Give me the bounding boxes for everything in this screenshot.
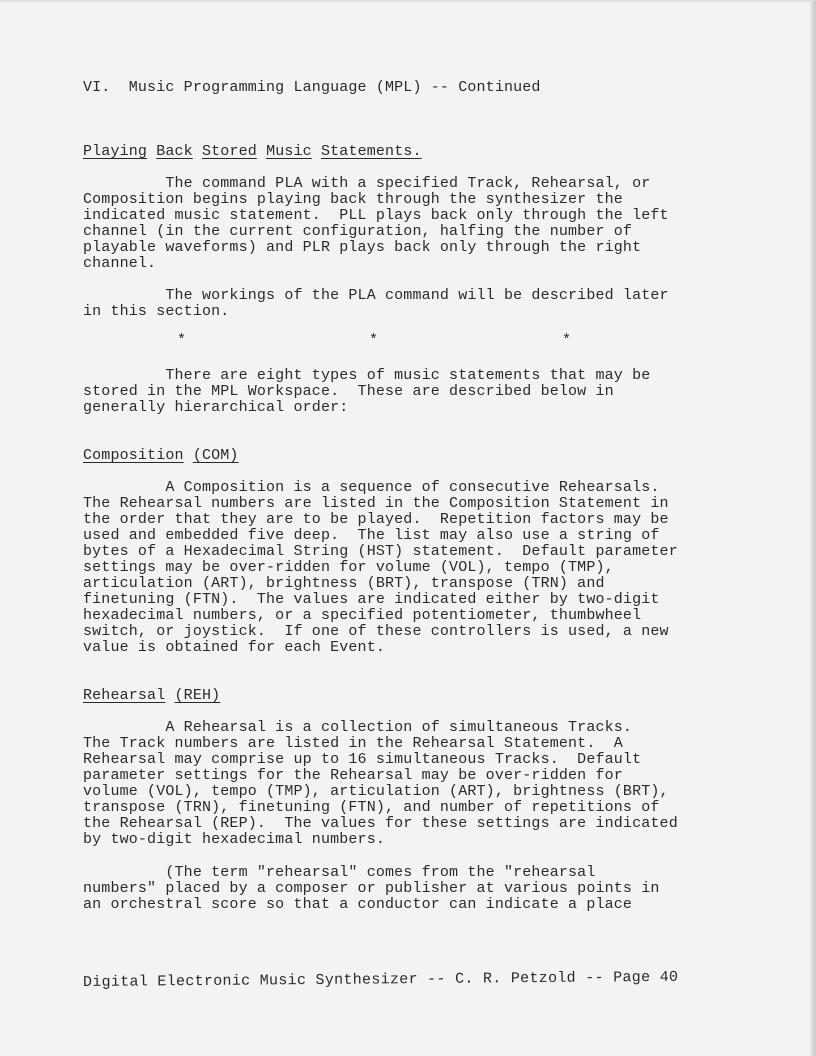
text-line: in this section. xyxy=(83,303,230,320)
text-line: A Composition is a sequence of consecutive Rehearsals. xyxy=(83,479,660,496)
playback-heading xyxy=(83,144,422,160)
text-line: used and embedded five deep. The list may also use a string of xyxy=(83,527,660,544)
heading-word: Music xyxy=(266,143,312,160)
composition-heading xyxy=(83,448,239,464)
text-line: channel. xyxy=(83,255,157,272)
text-line: volume (VOL), tempo (TMP), articulation (ART), brightness (BRT), xyxy=(83,783,669,800)
text-line: the Rehearsal (REP). The values for these settings are indicated xyxy=(83,815,678,832)
text-line: indicated music statement. PLL plays back only through the left xyxy=(83,207,669,224)
text-line: The command PLA with a specified Track, Rehearsal, or xyxy=(83,175,651,192)
rehearsal-heading xyxy=(83,688,220,704)
page-right-edge xyxy=(810,0,816,1056)
heading-word: Composition xyxy=(83,447,184,464)
heading-word: (REH) xyxy=(174,687,221,704)
heading-word: Back xyxy=(156,143,193,160)
text-line: articulation (ART), brightness (BRT), transpose (TRN) and xyxy=(83,575,605,592)
heading-word: Stored xyxy=(201,143,257,160)
text-line: channel (in the current configuration, halfing the number of xyxy=(83,223,633,240)
text-line: by two-digit hexadecimal numbers. xyxy=(83,831,385,848)
text-line: bytes of a Hexadecimal String (HST) statement. Default parameter xyxy=(83,543,678,560)
rehearsal-paragraph-2 xyxy=(83,865,660,913)
text-line: finetuning (FTN). The values are indicated either by two-digit xyxy=(83,591,660,608)
separator-asterisk: * xyxy=(562,332,572,349)
text-line: The workings of the PLA command will be described later xyxy=(83,287,669,304)
text-line: numbers" placed by a composer or publisher at various points in xyxy=(83,880,660,897)
playback-paragraph-2 xyxy=(83,288,669,320)
text-line: A Rehearsal is a collection of simultaneous Tracks. xyxy=(83,719,633,736)
text-line: switch, or joystick. If one of these controllers is used, a new xyxy=(83,623,669,640)
text-line: (The term "rehearsal" comes from the "rehearsal xyxy=(83,864,596,881)
page-footer: Digital Electronic Music Synthesizer -- C. R. Petzold -- Page 40 xyxy=(82,968,679,991)
text-line: the order that they are to be played. Repetition factors may be xyxy=(83,511,669,528)
text-line: There are eight types of music statements that may be xyxy=(83,367,651,384)
text-line: an orchestral score so that a conductor can indicate a place xyxy=(83,896,633,913)
text-line: Rehearsal may comprise up to 16 simultaneous Tracks. Default xyxy=(83,751,642,768)
text-line: Composition begins playing back through the synthesizer the xyxy=(83,191,623,208)
text-line: stored in the MPL Workspace. These are described below in xyxy=(83,383,614,400)
playback-paragraph-1 xyxy=(83,176,669,272)
text-line: The Track numbers are listed in the Rehearsal Statement. A xyxy=(83,735,623,752)
heading-word: Statements. xyxy=(320,143,422,160)
text-line: playable waveforms) and PLR plays back only through the right xyxy=(83,239,642,256)
text-line: transpose (TRN), finetuning (FTN), and number of repetitions of xyxy=(83,799,660,816)
section-header: VI. Music Programming Language (MPL) -- Continued xyxy=(83,79,541,96)
text-line: parameter settings for the Rehearsal may be over-ridden for xyxy=(83,767,623,784)
page-top-edge xyxy=(0,0,816,3)
text-line: generally hierarchical order: xyxy=(83,399,349,416)
text-line: hexadecimal numbers, or a specified potentiometer, thumbwheel xyxy=(83,607,642,624)
heading-word: (COM) xyxy=(192,447,239,464)
playback-paragraph-3 xyxy=(83,368,650,416)
text-line: value is obtained for each Event. xyxy=(83,639,385,656)
composition-paragraph xyxy=(83,480,678,656)
text-line: settings may be over-ridden for volume (VOL), tempo (TMP), xyxy=(83,559,614,576)
separator-asterisk: * xyxy=(369,332,379,349)
text-line: The Rehearsal numbers are listed in the Composition Statement in xyxy=(83,495,669,512)
rehearsal-paragraph-1 xyxy=(83,720,678,848)
heading-word: Rehearsal xyxy=(83,687,166,704)
heading-word: Playing xyxy=(83,143,148,160)
separator-asterisk: * xyxy=(177,332,187,349)
